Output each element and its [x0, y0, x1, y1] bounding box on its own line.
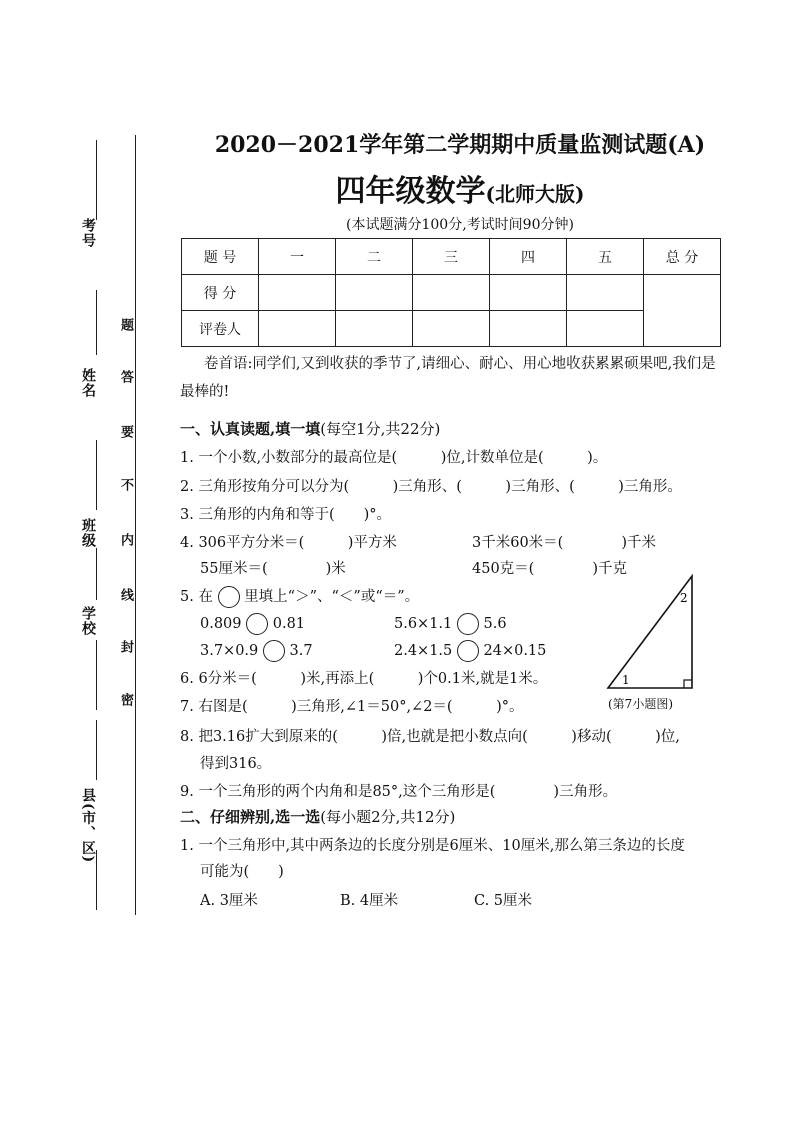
- table-row: [182, 239, 721, 275]
- compare-circle-icon[interactable]: [457, 613, 479, 635]
- question-1-4d: 450克＝( )千克: [472, 561, 627, 577]
- compare-circle-icon: [218, 586, 240, 608]
- score-table: [181, 238, 721, 347]
- compare-circle-icon[interactable]: [457, 640, 479, 662]
- table-header-cell: 一: [259, 239, 336, 275]
- seal-char: 题: [118, 318, 133, 331]
- section1-score-note: (每空1分,共22分): [320, 420, 441, 438]
- fill-line-class: [96, 440, 97, 510]
- score-cell[interactable]: [413, 275, 490, 311]
- score-cell[interactable]: [490, 275, 567, 311]
- section2-title: 二、仔细辨别,选一选: [180, 808, 321, 826]
- compare-circle-icon[interactable]: [263, 640, 285, 662]
- fill-line-exam-no: [96, 140, 97, 220]
- seal-char: 封: [118, 640, 133, 653]
- fill-line-county: [96, 720, 97, 780]
- intro-line: 卷首语:同学们,又到收获的季节了,请细心、耐心、用心地收获累累硕果吧,我们是最棒的!: [180, 356, 716, 400]
- right-angle-mark: [684, 680, 692, 688]
- total-score-cell[interactable]: [644, 275, 721, 347]
- seal-char: 不: [118, 478, 133, 491]
- score-cell[interactable]: [259, 275, 336, 311]
- exam-note: (本试题满分100分,考试时间90分钟): [346, 217, 574, 233]
- fill-line-school-lower: [96, 640, 97, 710]
- score-cell[interactable]: [567, 275, 644, 311]
- grader-cell[interactable]: [490, 311, 567, 347]
- section1-title: 一、认真读题,填一填: [180, 420, 321, 438]
- score-cell[interactable]: [336, 275, 413, 311]
- compare-left: 5.6×1.1: [394, 616, 453, 632]
- grader-cell[interactable]: [567, 311, 644, 347]
- question-1-3: 3. 三角形的内角和等于( )°。: [180, 507, 392, 523]
- section1-heading: [180, 418, 440, 439]
- edition-label: (北师大版): [485, 182, 585, 206]
- angle-2-label: 2: [680, 591, 688, 605]
- fill-line-county-lower: [96, 850, 97, 910]
- label-exam-no: 考号: [80, 218, 96, 248]
- seal-char: 密: [118, 693, 133, 706]
- question-1-1: 1. 一个小数,小数部分的最高位是( )位,计数单位是( )。: [180, 450, 608, 466]
- label-county: 县(市、区): [80, 788, 96, 864]
- seal-line: [135, 135, 136, 915]
- question-1-4b: 3千米60米＝( )千米: [472, 535, 656, 551]
- subject-title: [200, 166, 720, 210]
- question-1-8b: 得到316。: [200, 756, 272, 772]
- table-header-cell: 三: [413, 239, 490, 275]
- option-b[interactable]: B. 4厘米: [340, 893, 399, 909]
- label-class: 班级: [80, 518, 96, 548]
- table-header-cell: 总 分: [644, 239, 721, 275]
- label-name: 姓名: [80, 368, 96, 398]
- seal-char: 答: [118, 370, 133, 383]
- question-1-8a: 8. 把3.16扩大到原来的( )倍,也就是把小数点向( )移动( )位,: [180, 729, 680, 745]
- option-a[interactable]: A. 3厘米: [200, 893, 258, 909]
- compare-row-2a: [200, 640, 313, 662]
- grader-cell[interactable]: [336, 311, 413, 347]
- q5-tail: 里填上“＞”、“＜”或“＝”。: [244, 589, 420, 605]
- label-school: 学校: [80, 606, 96, 636]
- compare-row-1a: [200, 613, 305, 635]
- grader-cell[interactable]: [413, 311, 490, 347]
- section2-heading: [180, 806, 455, 827]
- question-1-7: 7. 右图是( )三角形,∠1＝50°,∠2＝( )°。: [180, 699, 524, 715]
- table-header-cell: 二: [336, 239, 413, 275]
- exam-title: 2020－2021学年第二学期期中质量监测试题(A): [214, 132, 706, 158]
- q5-lead: 5. 在: [180, 589, 213, 605]
- question-2-1b: 可能为( ): [200, 864, 284, 880]
- table-row: [182, 275, 721, 311]
- row-label: 得 分: [182, 275, 259, 311]
- seal-char: 线: [118, 588, 133, 601]
- option-c[interactable]: C. 5厘米: [474, 893, 533, 909]
- fill-line-name: [96, 290, 97, 355]
- right-triangle-figure: [600, 570, 700, 695]
- figure-caption: (第7小题图): [608, 697, 673, 711]
- compare-left: 2.4×1.5: [394, 643, 453, 659]
- table-header-cell: 题 号: [182, 239, 259, 275]
- question-1-9: 9. 一个三角形的两个内角和是85°,这个三角形是( )三角形。: [180, 784, 618, 800]
- seal-char: 要: [118, 425, 133, 438]
- table-header-cell: 四: [490, 239, 567, 275]
- question-1-4c: 55厘米＝( )米: [200, 561, 346, 577]
- seal-char: 内: [118, 533, 133, 546]
- compare-row-2b: [394, 640, 546, 662]
- section2-score-note: (每小题2分,共12分): [320, 808, 456, 826]
- table-header-cell: 五: [567, 239, 644, 275]
- grader-cell[interactable]: [259, 311, 336, 347]
- question-1-2: 2. 三角形按角分可以分为( )三角形、( )三角形、( )三角形。: [180, 479, 682, 495]
- compare-circle-icon[interactable]: [246, 613, 268, 635]
- compare-row-1b: [394, 613, 507, 635]
- compare-left: 3.7×0.9: [200, 643, 259, 659]
- table-row: [182, 311, 721, 347]
- question-2-1a: 1. 一个三角形中,其中两条边的长度分别是6厘米、10厘米,那么第三条边的长度: [180, 838, 685, 854]
- compare-right: 3.7: [289, 643, 313, 659]
- compare-right: 24×0.15: [483, 643, 547, 659]
- compare-left: 0.809: [200, 616, 242, 632]
- question-1-4a: 4. 306平方分米＝( )平方米: [180, 535, 397, 551]
- question-1-5: [180, 585, 419, 608]
- compare-right: 0.81: [272, 616, 306, 632]
- compare-right: 5.6: [483, 616, 507, 632]
- intro-text: [180, 350, 725, 406]
- question-1-6: 6. 6分米＝( )米,再添上( )个0.1米,就是1米。: [180, 671, 548, 687]
- row-label: 评卷人: [182, 311, 259, 347]
- subject-name: 四年级数学: [335, 174, 486, 209]
- fill-line-school: [96, 548, 97, 600]
- binding-margin: [0, 0, 150, 1123]
- angle-1-label: 1: [622, 673, 630, 687]
